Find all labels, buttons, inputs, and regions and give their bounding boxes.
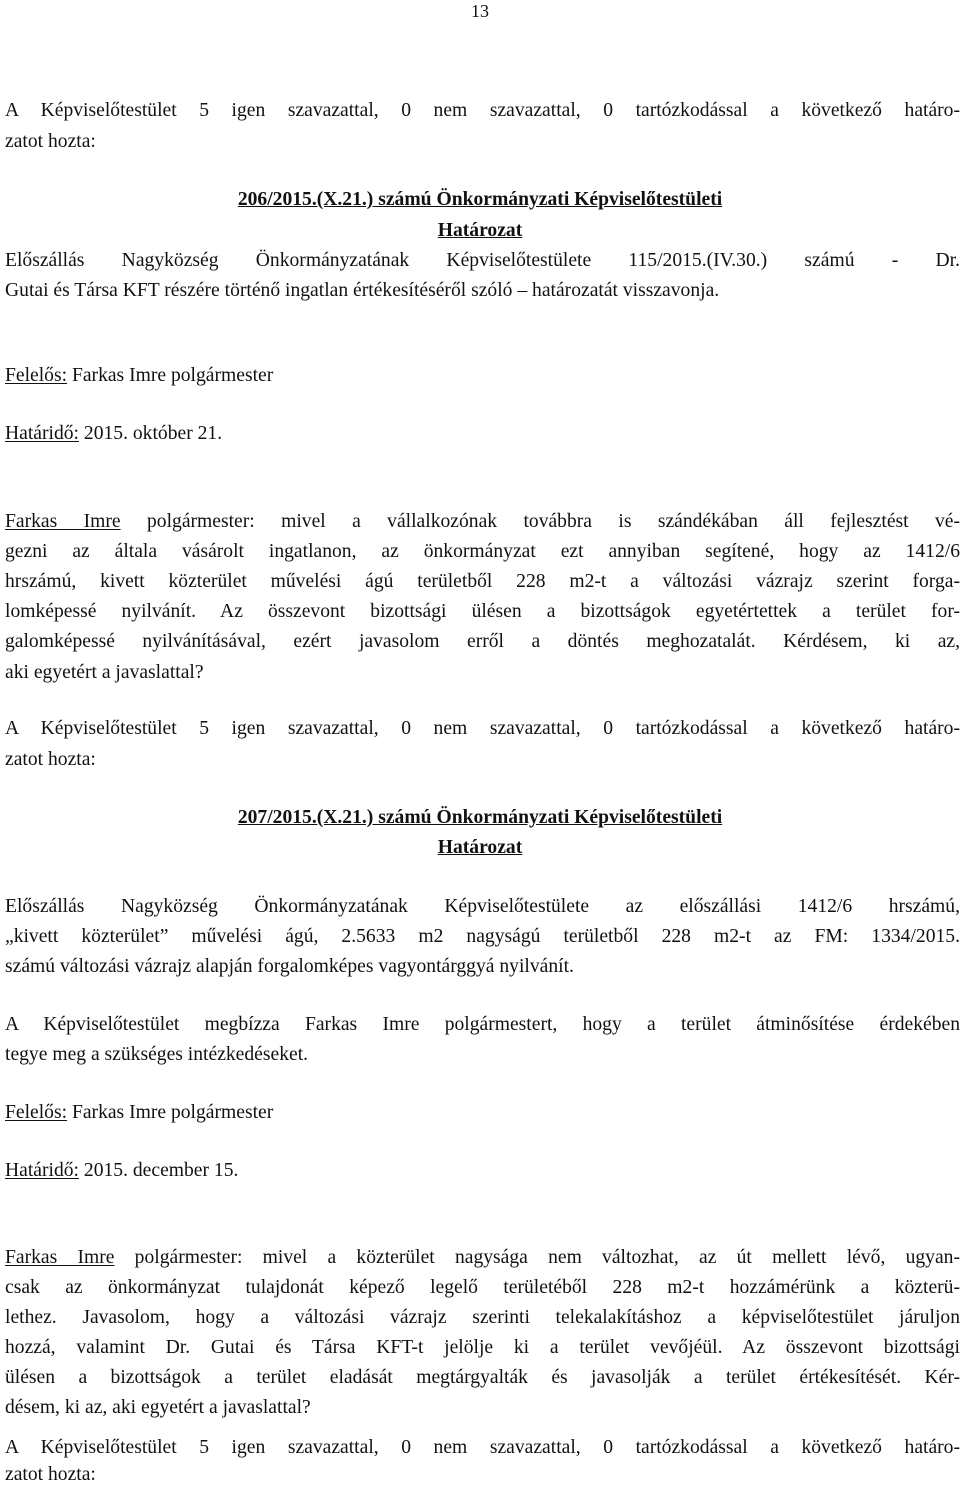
mayor-statement-1-line: hrszámú, kivett közterület művelési ágú területből 228 m2-t a változási vázrajz szerint forga- [5,571,960,592]
mayor-statement-1-line: galomképessé nyilvánításával, ezért javasolom erről a döntés meghozatalát. Kérdésem, ki az, [5,631,960,652]
mayor-statement-2-line: hozzá, valamint Dr. Gutai és Társa KFT-t jelölje ki a terület vevőjéül. Az összevont bizottsági [5,1337,960,1358]
responsible-value: Farkas Imre polgármester [67,1102,274,1123]
mayor-statement-2-line: lethez. Javasolom, hogy a változási vázrajz szerinti telekalakításhoz a képviselőtestület járuljon [5,1307,960,1328]
page-number: 13 [471,1,489,21]
deadline-value: 2015. december 15. [79,1160,239,1181]
resolution-206-title: Határozat [437,220,523,241]
responsible-value: Farkas Imre polgármester [67,365,274,386]
mayor-statement-2-line: désem, ki az, aki egyetért a javaslattal? [5,1397,311,1418]
responsible-label: Felelős: [5,1102,68,1123]
mayor-statement-1-line: Farkas Imre polgármester: mivel a vállalkozónak továbbra is szándékában áll fejlesztést vé- [5,511,960,532]
vote-statement-3: A Képviselőtestület 5 igen szavazattal, 0 nem szavazattal, 0 tartózkodással a következő határo- [5,1437,960,1458]
resolution-207-text-line: „kivett közterület” művelési ágú, 2.5633 m2 nagyságú területből 228 m2-t az FM: 1334/2015. [5,926,960,947]
responsible-2 [5,1098,960,1129]
vote-statement-2: A Képviselőtestület 5 igen szavazattal, 0 nem szavazattal, 0 tartózkodással a következő határo- [5,718,960,739]
vote-statement-3-end: zatot hozta: [5,1464,96,1485]
vote-statement-2-end: zatot hozta: [5,749,96,770]
mayor-statement-2-line: Farkas Imre polgármester: mivel a közterület nagysága nem változhat, az út mellett lévő, ugyan- [5,1247,960,1268]
mayor-statement-1-line: gezni az általa vásárolt ingatlanon, az önkormányzat ezt annyiban segítené, hogy az 1412/6 [5,541,960,562]
vote-statement-1: A Képviselőtestület 5 igen szavazattal, 0 nem szavazattal, 0 tartózkodással a következő határo- [5,100,960,121]
responsible-label: Felelős: [5,365,68,386]
resolution-207-number: 207/2015.(X.21.) számú Önkormányzati Képviselőtestületi [237,807,723,828]
resolution-206-number: 206/2015.(X.21.) számú Önkormányzati Képviselőtestületi [237,189,723,210]
mayor-statement-1-line: lomképessé nyilvánít. Az összevont bizottsági ülésen a bizottságok egyetértettek a terület for- [5,601,960,622]
resolution-206-text-line: Előszállás Nagyközség Önkormányzatának Képviselőtestülete 115/2015.(IV.30.) számú - Dr. [5,250,960,271]
mayor-statement-2-line: csak az önkormányzat tulajdonát képező legelő területéből 228 m2-t hozzámérünk a közterü- [5,1277,960,1298]
deadline-2 [5,1156,960,1187]
speaker-name: Farkas Imre [5,511,121,532]
deadline-value: 2015. október 21. [79,423,223,444]
resolution-207-title: Határozat [437,837,523,858]
deadline-1 [5,419,960,450]
resolution-207-text-line: számú változási vázrajz alapján forgalomképes vagyontárggyá nyilvánít. [5,956,574,977]
mandate-text-line: tegye meg a szükséges intézkedéseket. [5,1044,309,1065]
responsible-1 [5,361,960,392]
resolution-206-text-line: Gutai és Társa KFT részére történő ingatlan értékesítéséről szóló – határozatát visszavonja. [5,280,720,301]
mayor-statement-1-line: aki egyetért a javaslattal? [5,662,204,683]
vote-statement-1-end: zatot hozta: [5,131,96,152]
mandate-text-line: A Képviselőtestület megbízza Farkas Imre polgármestert, hogy a terület átminősítése érdekében [5,1014,960,1035]
speaker-name: Farkas Imre [5,1247,115,1268]
resolution-207-text-line: Előszállás Nagyközség Önkormányzatának Képviselőtestülete az előszállási 1412/6 hrszámú, [5,896,960,917]
deadline-label: Határidő: [5,423,79,444]
deadline-label: Határidő: [5,1160,79,1181]
mayor-statement-2-line: ülésen a bizottságok a terület eladását megtárgyalták és javasolják a terület értékesítését. Kér- [5,1367,960,1388]
